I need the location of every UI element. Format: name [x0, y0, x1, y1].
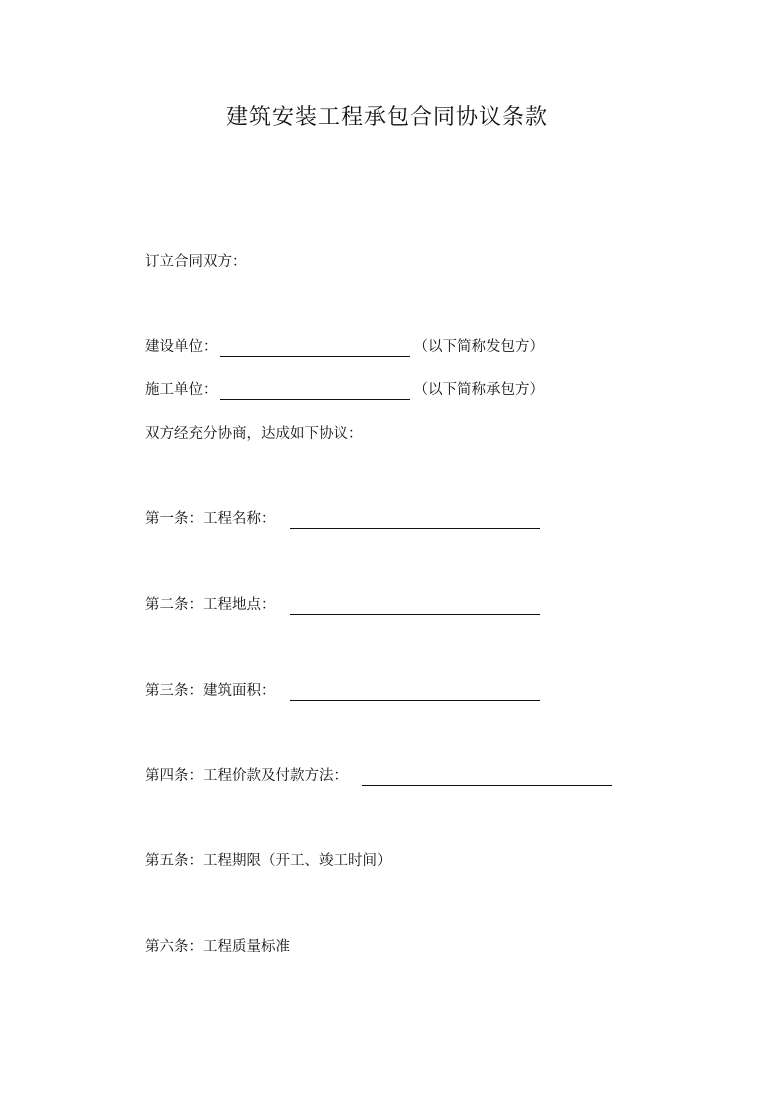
contractor-blank-field[interactable]: [220, 383, 410, 400]
employer-note: （以下简称发包方）: [413, 339, 544, 355]
article-5-label: 第五条：工程期限（开工、竣工时间）: [145, 853, 392, 869]
article-2-line: [145, 595, 540, 615]
article-1-blank-field[interactable]: [290, 512, 540, 529]
article-4-label: 第四条：工程价款及付款方法：: [145, 768, 348, 784]
article-1-label: 第一条：工程名称：: [145, 511, 276, 527]
article-1-line: [145, 509, 540, 529]
article-2-label: 第二条：工程地点：: [145, 597, 276, 613]
article-4-blank-field[interactable]: [362, 769, 612, 786]
employer-blank-field[interactable]: [220, 340, 410, 357]
contractor-note: （以下简称承包方）: [413, 382, 544, 398]
contractor-label: 施工单位：: [145, 382, 218, 398]
article-6-label: 第六条：工程质量标准: [145, 939, 290, 955]
agreement-intro: [145, 424, 363, 444]
article-5-line: [145, 851, 392, 871]
article-6-line: [145, 937, 290, 957]
article-2-blank-field[interactable]: [290, 598, 540, 615]
parties-heading-text: 订立合同双方：: [145, 254, 247, 270]
article-3-label: 第三条：建筑面积：: [145, 683, 276, 699]
article-3-blank-field[interactable]: [290, 684, 540, 701]
parties-heading: [145, 252, 247, 272]
employer-label: 建设单位：: [145, 339, 218, 355]
contractor-line: [145, 380, 544, 400]
agreement-intro-text: 双方经充分协商，达成如下协议：: [145, 426, 363, 442]
article-4-line: [145, 766, 612, 786]
article-3-line: [145, 681, 540, 701]
employer-line: [145, 337, 544, 357]
document-title: 建筑安装工程承包合同协议条款: [225, 105, 548, 130]
